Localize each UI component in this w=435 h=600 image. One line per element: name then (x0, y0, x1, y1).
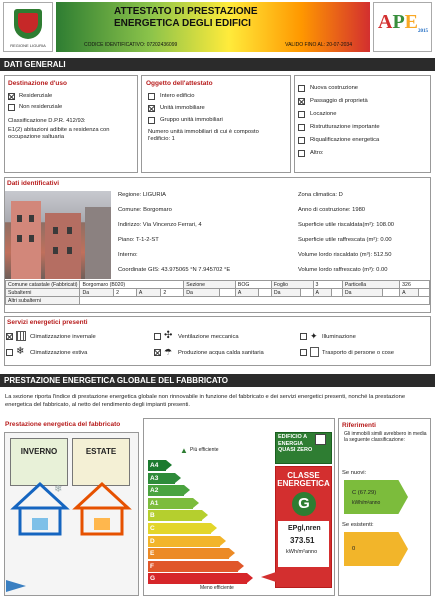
table-row (6, 281, 430, 289)
inverno-house-icon (10, 478, 70, 538)
energy-class-a1: A1 (148, 498, 193, 509)
fan-icon: ✣ (164, 330, 173, 341)
altro-label: Altro: (310, 150, 324, 156)
residenziale-label: Residenziale (19, 93, 53, 99)
ep-unit: kWh/m²anno (286, 549, 318, 555)
trasporto-label: Trasporto di persone o cose (322, 350, 394, 356)
regione-text: Regione: LIGURIA (118, 192, 167, 198)
climatizzazione-estiva-checkbox[interactable] (6, 349, 13, 356)
catasto-comune: Borgomaro (B020) (80, 281, 184, 289)
altro-checkbox[interactable] (298, 150, 305, 157)
servizi-title: Servizi energetici presenti (7, 319, 88, 326)
table-row (6, 289, 430, 297)
se-esistenti-value: 0 (352, 546, 356, 552)
unita-immobiliare-checkbox[interactable] (148, 105, 155, 112)
section-prestazione: PRESTAZIONE ENERGETICA GLOBALE DEL FABBRICATO (0, 374, 435, 387)
unita-count-text: Numero unità immobiliari di cui è composto l'edificio: 1 (148, 129, 259, 142)
locazione-label: Locazione (310, 111, 337, 117)
subalterni-label: Subalterni (6, 289, 80, 297)
interno-text: Interno: (118, 252, 138, 258)
illuminazione-checkbox[interactable] (300, 333, 307, 340)
superficie-raffrescata-text: Superficie utile raffrescata (m²): 0.00 (298, 237, 392, 243)
trasporto-checkbox[interactable] (300, 349, 307, 356)
ventilazione-checkbox[interactable] (154, 333, 161, 340)
energy-class-c: C (148, 523, 211, 534)
energy-class-a2: A2 (148, 485, 184, 496)
se-nuovi-unit: kWh/m²anno (352, 500, 381, 506)
a-label: A (136, 289, 160, 297)
particella-label: Particella (342, 281, 399, 289)
table-row (6, 297, 430, 305)
riferimenti-text: Gli immobili simili avrebbero in media la seguente classificazione: (344, 431, 427, 443)
non-residenziale-label: Non residenziale (19, 104, 63, 110)
passaggio-proprieta-label: Passaggio di proprietà (310, 98, 368, 104)
unita-immobiliare-label: Unità immobiliare (160, 105, 205, 111)
ape-letter-e: E (404, 11, 419, 33)
climatizzazione-invernale-label: Climatizzazione invernale (30, 334, 96, 340)
svg-text:❄: ❄ (54, 484, 63, 495)
catasto-label: Comune catastale (Fabbricati) (6, 281, 80, 289)
meno-efficiente-label: Meno efficiente (200, 585, 234, 591)
illuminazione-label: Illuminazione (322, 334, 356, 340)
altri-subalterni-label: Altri subalterni (6, 297, 80, 305)
a-label: A (235, 289, 258, 297)
ep-label: EPgl,nren (288, 525, 321, 532)
intero-edificio-label: Intero edificio (160, 93, 195, 99)
gruppo-unita-checkbox[interactable] (148, 117, 155, 124)
energy-class-e: E (148, 548, 229, 559)
locazione-checkbox[interactable] (298, 111, 305, 118)
riferimenti-title: Riferimenti (342, 422, 376, 429)
non-residenziale-checkbox[interactable] (8, 104, 15, 111)
destinazione-title: Destinazione d'uso (8, 80, 67, 87)
header (0, 0, 435, 55)
climatizzazione-invernale-checkbox[interactable] (6, 333, 13, 340)
piu-efficiente-label: Più efficiente (190, 447, 219, 453)
gruppo-unita-label: Gruppo unità immobiliari (160, 117, 223, 123)
oggetto-title: Oggetto dell'attestato (146, 80, 213, 87)
ristrutturazione-label: Ristrutturazione importante (310, 124, 380, 130)
anno-costruzione-text: Anno di costruzione: 1980 (298, 207, 366, 213)
energy-class-g: G (148, 573, 247, 584)
energy-class-d: D (148, 536, 220, 547)
a-label: A (400, 289, 419, 297)
foglio-value: 3 (313, 281, 342, 289)
section-dati-generali: DATI GENERALI (0, 58, 435, 71)
energy-class-a3: A3 (148, 473, 175, 484)
valido-fino: VALIDO FINO AL: 20-07-2034 (285, 42, 352, 48)
energy-class-f: F (148, 561, 238, 572)
bulb-icon: ✦ (310, 331, 318, 341)
indirizzo-text: Indirizzo: Via Vincenzo Ferrari, 4 (118, 222, 202, 228)
se-nuovi-value: C (67.29) (352, 490, 377, 496)
a-label: A (313, 289, 331, 297)
shower-icon: ☂ (164, 347, 173, 357)
classificazione-value: E1(2) abitazioni adibite a residenza con occupazione saltuaria (8, 127, 110, 140)
ape-year: 2015 (418, 29, 429, 34)
energy-class-b: B (148, 510, 202, 521)
se-nuovi-label: Se nuovi: (342, 470, 367, 476)
regione-liguria-logo (3, 2, 53, 52)
sezione-value: BOG (235, 281, 271, 289)
a-value (331, 289, 342, 297)
passaggio-proprieta-checkbox[interactable] (298, 98, 305, 105)
zona-climatica-text: Zona climatica: D (298, 192, 343, 198)
ape-letter-a: A (378, 11, 393, 33)
sezione-label: Sezione (184, 281, 236, 289)
oggetto-box (141, 75, 291, 173)
da-label: Da (80, 289, 114, 297)
shield-icon (14, 9, 42, 39)
inverno-label: INVERNO (10, 438, 68, 486)
se-nuovi-arrow (344, 480, 408, 514)
a-value (418, 289, 429, 297)
title-band (56, 2, 370, 52)
estate-house-icon (72, 478, 132, 538)
residenziale-checkbox[interactable] (8, 93, 15, 100)
classe-label: CLASSE ENERGETICA (277, 471, 330, 488)
a-value: 2 (161, 289, 184, 297)
fabbricato-title: Prestazione energetica del fabbricato (5, 421, 121, 428)
ape-letter-p: P (392, 11, 405, 33)
riqualificazione-label: Riqualificazione energetica (310, 137, 380, 143)
snowflake-icon: ❄ (16, 346, 25, 357)
da-value (220, 289, 236, 297)
nuova-costruzione-checkbox[interactable] (298, 85, 305, 92)
climatizzazione-estiva-label: Climatizzazione estiva (30, 350, 88, 356)
da-label: Da (271, 289, 300, 297)
da-value (382, 289, 399, 297)
da-label: Da (342, 289, 382, 297)
volume-riscaldato-text: Volume lordo riscaldato (m³): 512.50 (298, 252, 392, 258)
arrow-up-icon: ▲ (180, 446, 188, 455)
altri-subalterni-value (80, 297, 430, 305)
building-photo (5, 191, 111, 279)
se-esistenti-label: Se esistenti: (342, 522, 374, 528)
radiator-icon (16, 331, 26, 341)
acqua-calda-checkbox[interactable] (154, 349, 161, 356)
nuova-costruzione-label: Nuova costruzione (310, 85, 359, 91)
intero-edificio-checkbox[interactable] (148, 93, 155, 100)
da-value (301, 289, 314, 297)
coordinate-gis-text: Coordinate GIS: 43.975065 °N 7.945702 °E (118, 267, 231, 273)
piano-text: Piano: T-1-2-ST (118, 237, 159, 243)
identificativi-title: Dati identificativi (7, 180, 60, 187)
nzeb-text: EDIFICIO A ENERGIA QUASI ZERO (278, 434, 313, 453)
ep-value: 373.51 (290, 536, 315, 545)
da-value: 2 (114, 289, 137, 297)
prestazione-intro: La sezione riporta l'indice di prestazione energetica globale non rinnovabile in funzione del fabbricato e dei servizi energetici presenti, nonché la prestazione energetica del fabbricato, al netto del rendimento degli impianti presenti. (5, 394, 406, 408)
ventilazione-label: Ventilazione meccanica (178, 334, 239, 340)
elevator-icon (310, 347, 319, 357)
classe-value: G (292, 492, 316, 516)
comune-text: Comune: Borgomaro (118, 207, 172, 213)
document-title: ATTESTATO DI PRESTAZIONE ENERGETICA DEGLI EDIFICI (114, 6, 258, 29)
volume-raffrescato-text: Volume lordo raffrescato (m³): 0.00 (298, 267, 388, 273)
ape-logo (373, 2, 432, 52)
superficie-riscaldata-text: Superficie utile riscaldata(m²): 108.00 (298, 222, 395, 228)
energy-class-a4: A4 (148, 460, 166, 471)
codice-identificativo: CODICE IDENTIFICATIVO: 07202436099 (84, 42, 178, 48)
catasto-table (5, 280, 430, 305)
riqualificazione-checkbox[interactable] (298, 137, 305, 144)
acqua-calda-label: Produzione acqua calda sanitaria (178, 350, 264, 356)
foglio-label: Foglio (271, 281, 313, 289)
region-logo-text: REGIONE LIGURIA (10, 43, 46, 48)
da-label: Da (184, 289, 220, 297)
a-value (258, 289, 271, 297)
ristrutturazione-checkbox[interactable] (298, 124, 305, 131)
particella-value: 326 (400, 281, 430, 289)
nzeb-checkbox[interactable] (315, 434, 326, 445)
estate-label: ESTATE (72, 438, 130, 486)
classificazione-label: Classificazione D.P.R. 412/93: (8, 118, 86, 124)
